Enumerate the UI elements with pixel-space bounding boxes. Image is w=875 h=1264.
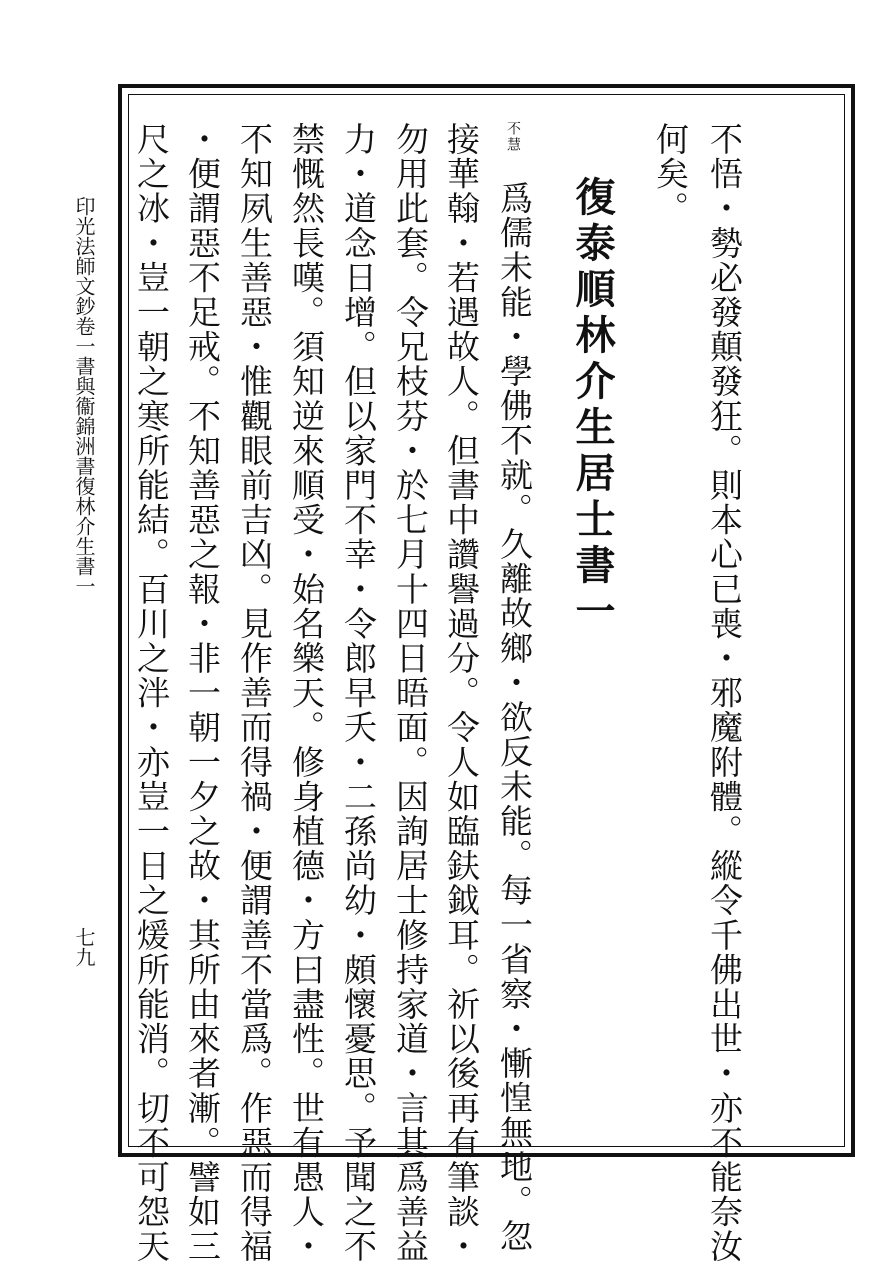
- letter-line-6: 不知夙生善惡・惟觀眼前吉凶。見作善而得禍・便謂善不當爲。作惡而得福: [235, 122, 274, 1264]
- page-number: 七九: [72, 927, 96, 967]
- letter-line-1: 爲儒未能・學佛不就。久離故鄉・欲反未能。每一省察・慚惶無地。忽: [495, 181, 534, 1254]
- letter-line-5: 禁慨然長嘆。須知逆來順受・始名樂天。修身植德・方曰盡性。世有愚人・: [287, 122, 326, 1264]
- letter-title: 復泰順林介生居士書一: [569, 176, 616, 636]
- book-title: 印光法師文鈔卷一: [72, 196, 96, 356]
- prev-letter-line-1: 不悟・勢必發顛發狂。則本心已喪・邪魔附體。縱令千佛出世・亦不能奈汝: [705, 122, 744, 1264]
- letter-line-7: ・便謂惡不足戒。不知善惡之報・非一朝一夕之故・其所由來者漸。譬如三: [183, 122, 222, 1264]
- letter-line-4: 力・道念日增。但以家門不幸・令郎早夭・二孫尚幼・頗懷憂思。予聞之不: [339, 122, 378, 1264]
- prev-letter-line-2: 何矣。: [651, 122, 690, 226]
- self-reference-note: 不慧: [505, 121, 521, 153]
- letter-name-b: 復林介生書一: [72, 476, 96, 596]
- letter-line-8: 尺之冰・豈一朝之寒所能結。百川之泮・亦豈一日之煖所能消。切不可怨天: [132, 122, 171, 1264]
- letter-line-2: 接華翰・若遇故人。但書中讚譽過分。令人如臨鈇鉞耳。祈以後再有筆談・: [442, 122, 481, 1264]
- letter-name-a: 與衞錦洲書: [72, 376, 96, 476]
- letter-line-3: 勿用此套。令兄枝芬・於七月十四日晤面。因詢居士修持家道・言其爲善益: [391, 122, 430, 1264]
- margin-header: [74, 196, 94, 596]
- section-label: 書: [72, 356, 96, 376]
